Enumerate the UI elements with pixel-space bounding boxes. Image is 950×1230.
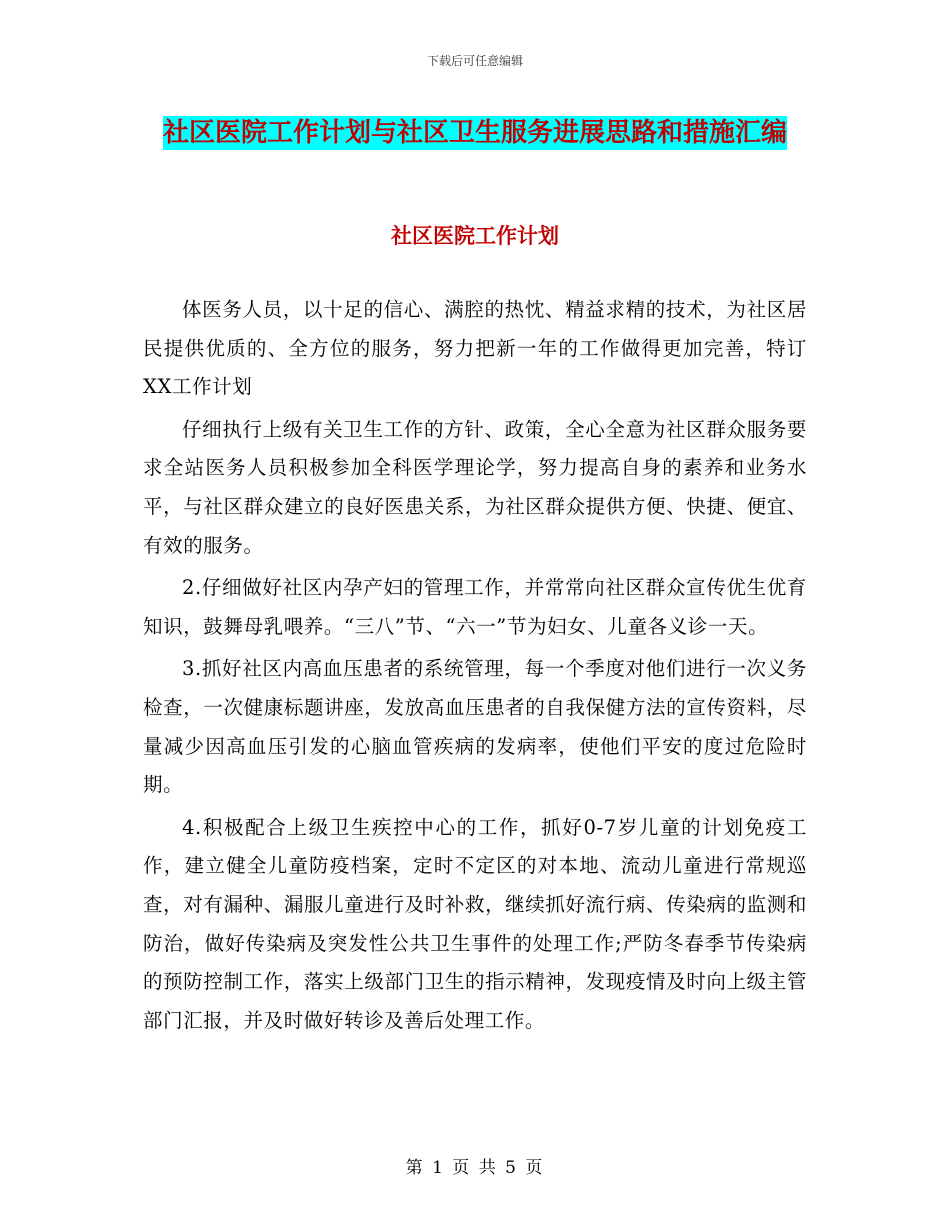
section-title: 社区医院工作计划 bbox=[391, 224, 559, 248]
paragraph-intro: 体医务人员，以十足的信心、满腔的热忱、精益求精的技术，为社区居民提供优质的、全方位的服务，努力把新一年的工作做得更加完善，特订XX工作计划 bbox=[143, 298, 807, 399]
paragraph-2: 2.仔细做好社区内孕产妇的管理工作，并常常向社区群众宣传优生优育知识，鼓舞母乳喂养。“三八”节、“六一”节为妇女、儿童各义诊一天。 bbox=[143, 576, 807, 638]
document-title bbox=[140, 110, 810, 157]
document-title-text: 社区医院工作计划与社区卫生服务进展思路和措施汇编 bbox=[162, 118, 787, 148]
page-number-footer: 第 1 页 共 5 页 bbox=[405, 1158, 545, 1178]
paragraph-3: 3.抓好社区内高血压患者的系统管理，每一个季度对他们进行一次义务检查，一次健康标题讲座，发放高血压患者的自我保健方法的宣传资料，尽量减少因高血压引发的心脑血管疾病的发病率，使他们平安的度过危险时期。 bbox=[143, 657, 807, 797]
header-note: 下载后可任意编辑 bbox=[426, 54, 523, 68]
paragraph-1: 仔细执行上级有关卫生工作的方针、政策，全心全意为社区群众服务要求全站医务人员积极参加全科医学理论学，努力提高自身的素养和业务水平，与社区群众建立的良好医患关系，为社区群众提供方便、快捷、便宜、有效的服务。 bbox=[143, 417, 807, 557]
paragraph-4: 4.积极配合上级卫生疾控中心的工作，抓好0-7岁儿童的计划免疫工作，建立健全儿童防疫档案，定时不定区的对本地、流动儿童进行常规巡查，对有漏种、漏服儿童进行及时补救，继续抓好流行病、传染病的监测和防治，做好传染病及突发性公共卫生事件的处理工作;严防冬春季节传染病的预防控制工作，落实上级部门卫生的指示精神，发现疫情及时向上级主管部门汇报，并及时做好转诊及善后处理工作。 bbox=[143, 815, 807, 1032]
document-body bbox=[143, 291, 807, 1044]
